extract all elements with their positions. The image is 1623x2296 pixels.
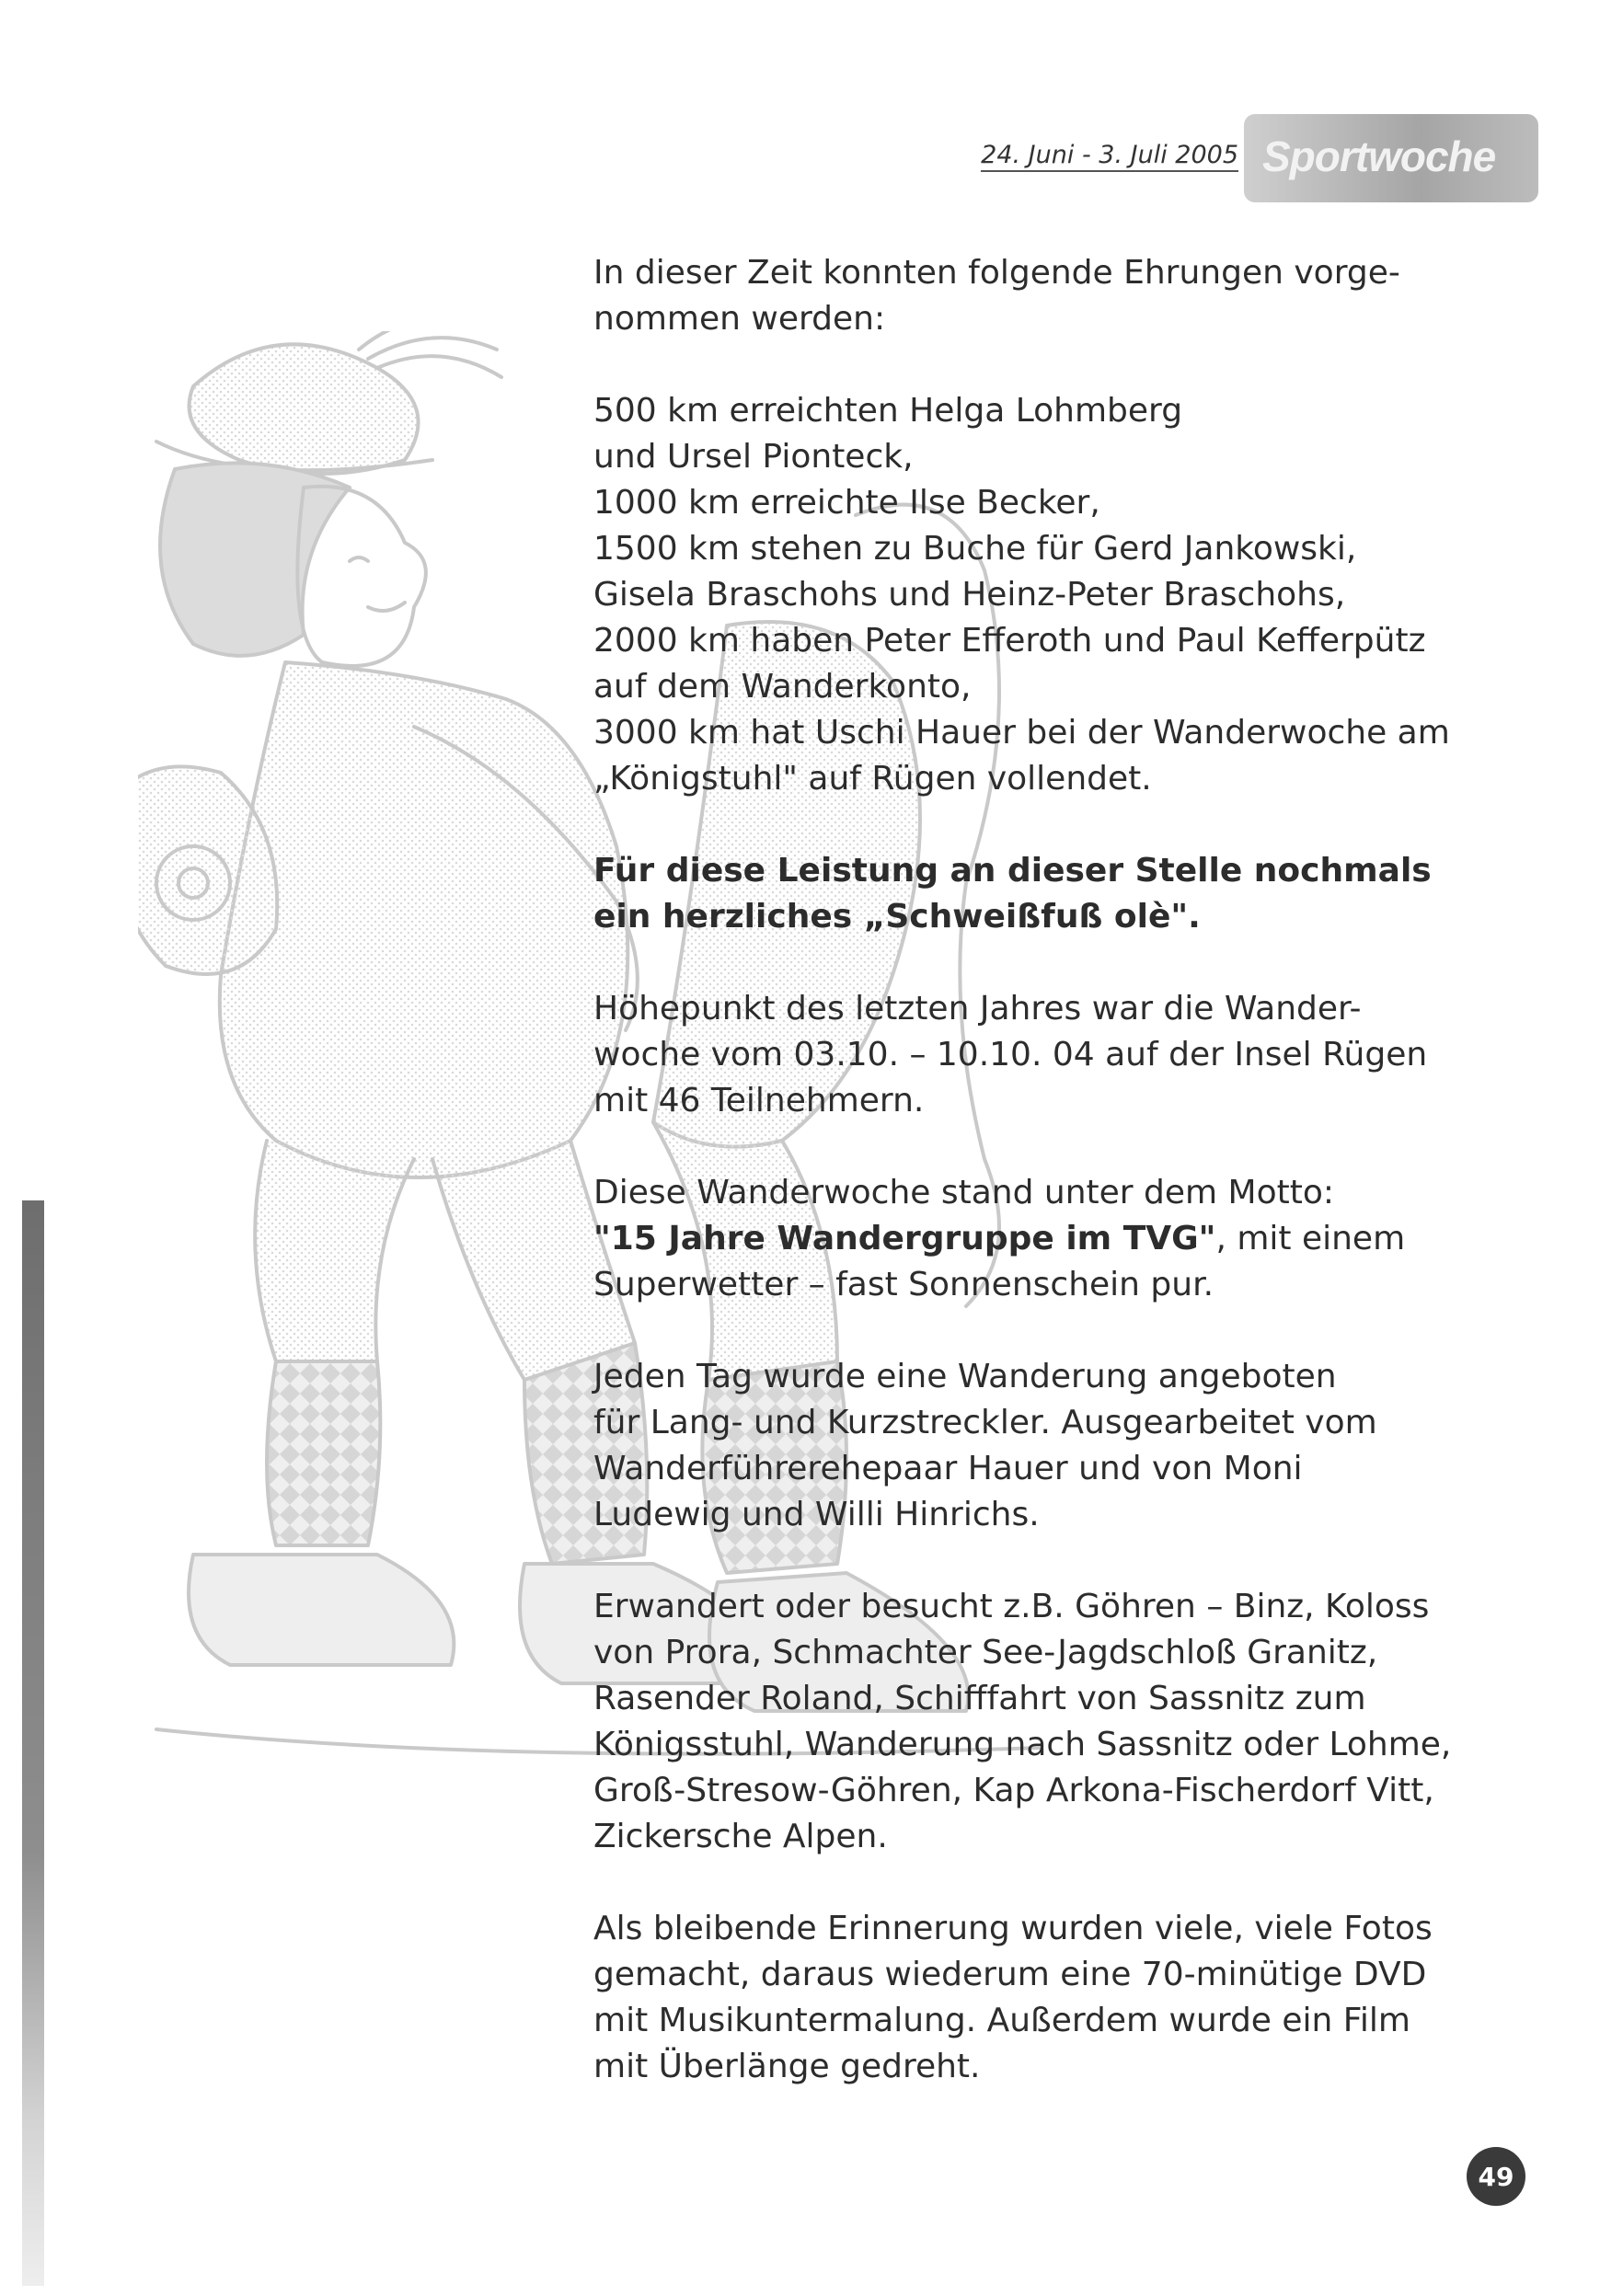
page-number-badge: 49: [1467, 2147, 1525, 2206]
honors-line: Gisela Braschohs und Heinz-Peter Braschohs,: [593, 576, 1346, 614]
honors-line: „Königstuhl" auf Rügen vollendet.: [593, 760, 1152, 798]
intro-paragraph: [593, 250, 1532, 342]
congrats-line: Für diese Leistung an dieser Stelle nochmals: [593, 852, 1432, 890]
visited-line: Königsstuhl, Wanderung nach Sassnitz oder Lohme,: [593, 1726, 1452, 1763]
memory-line: Als bleibende Erinnerung wurden viele, viele Fotos: [593, 1910, 1433, 1947]
honors-line: und Ursel Pionteck,: [593, 438, 914, 476]
visited-line: Erwandert oder besucht z.B. Göhren – Binz, Koloss: [593, 1588, 1430, 1625]
visited-paragraph: [593, 1584, 1532, 1860]
memory-line: mit Musikuntermalung. Außerdem wurde ein Film: [593, 2002, 1410, 2039]
highlight-line: Höhepunkt des letzten Jahres war die Wander-: [593, 990, 1362, 1027]
honors-line: 1500 km stehen zu Buche für Gerd Jankowski,: [593, 530, 1357, 568]
visited-line: Groß-Stresow-Göhren, Kap Arkona-Fischerdorf Vitt,: [593, 1772, 1434, 1809]
honors-line: 500 km erreichten Helga Lohmberg: [593, 392, 1183, 430]
honors-line: auf dem Wanderkonto,: [593, 668, 972, 706]
section-label: Sportwoche: [1262, 132, 1496, 180]
daily-line: Ludewig und Willi Hinrichs.: [593, 1496, 1040, 1533]
motto-line: Diese Wanderwoche stand unter dem Motto:: [593, 1174, 1335, 1211]
highlight-line: woche vom 03.10. – 10.10. 04 auf der Insel Rügen: [593, 1036, 1428, 1073]
motto-line-rest: , mit einem: [1215, 1220, 1406, 1257]
article-body: [593, 250, 1532, 2136]
honors-line: 2000 km haben Peter Efferoth und Paul Kefferpütz: [593, 622, 1426, 660]
memory-line: gemacht, daraus wiederum eine 70-minütige DVD: [593, 1956, 1427, 1993]
honors-line: 3000 km hat Uschi Hauer bei der Wanderwoche am: [593, 714, 1450, 752]
highlight-line: mit 46 Teilnehmern.: [593, 1082, 925, 1119]
highlight-paragraph: [593, 986, 1532, 1124]
intro-line: nommen werden:: [593, 300, 886, 338]
visited-line: Zickersche Alpen.: [593, 1818, 888, 1855]
congrats-line: ein herzliches „Schweißfuß olè".: [593, 898, 1201, 936]
section-tag: [1244, 114, 1538, 202]
left-margin-strip: [22, 1200, 44, 2286]
motto-paragraph: [593, 1170, 1532, 1308]
daily-line: für Lang- und Kurzstreckler. Ausgearbeitet vom: [593, 1404, 1377, 1441]
visited-line: von Prora, Schmachter See-Jagdschloß Granitz,: [593, 1634, 1378, 1671]
motto-title: "15 Jahre Wandergruppe im TVG": [593, 1220, 1216, 1257]
congrats-paragraph: [593, 848, 1532, 940]
issue-date-range: 24. Juni - 3. Juli 2005: [981, 141, 1238, 172]
honors-paragraph: [593, 388, 1532, 802]
daily-line: Jeden Tag wurde eine Wanderung angeboten: [593, 1358, 1337, 1395]
visited-line: Rasender Roland, Schifffahrt von Sassnitz zum: [593, 1680, 1366, 1717]
intro-line: In dieser Zeit konnten folgende Ehrungen vorge-: [593, 254, 1400, 292]
motto-line: [593, 1216, 1532, 1262]
daily-line: Wanderführerehepaar Hauer und von Moni: [593, 1450, 1303, 1487]
memory-line: mit Überlänge gedreht.: [593, 2048, 981, 2085]
daily-paragraph: [593, 1354, 1532, 1538]
memory-paragraph: [593, 1906, 1532, 2090]
honors-line: 1000 km erreichte Ilse Becker,: [593, 484, 1100, 522]
motto-line: Superwetter – fast Sonnenschein pur.: [593, 1266, 1214, 1303]
